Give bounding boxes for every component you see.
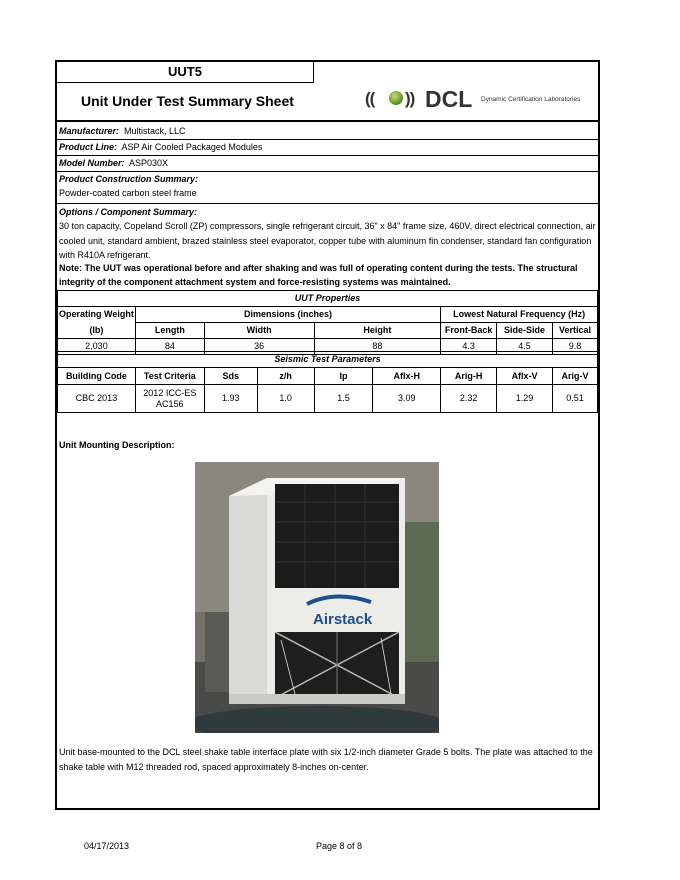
airstack-brand-text: Airstack: [313, 611, 373, 628]
col-building-code: Building Code: [58, 368, 136, 385]
footer-page: Page 8 of 8: [316, 841, 363, 851]
side-side-value: 4.5: [497, 339, 553, 355]
seismic-table: [57, 351, 598, 413]
col-ip: Ip: [314, 368, 373, 385]
operating-weight-label: Operating Weight: [58, 307, 136, 323]
col-height: Height: [314, 323, 441, 339]
logo-waves-right: )): [405, 89, 415, 108]
model-number-label: Model Number:: [59, 158, 125, 168]
operating-weight-unit: (lb): [58, 323, 136, 339]
col-width: Width: [204, 323, 314, 339]
col-side-side: Side-Side: [497, 323, 553, 339]
col-aflx-v: Aflx-V: [497, 368, 553, 385]
logo-dot-icon: [389, 91, 403, 105]
options-value: 30 ton capacity, Copeland Scroll (ZP) compressors, single refrigerant circuit, 36" x 84" frame size, 460V, direct electrical connection, air cooled unit, standard ambient, brazed stainless steel evaporator, copper tube with aluminum fin condenser, standard fan configuration with R410A refrigerant.: [59, 221, 596, 260]
mounting-description: Unit base-mounted to the DCL steel shake table interface plate with six 1/2-inch diameter Grade 5 bolts. The plate was attached to the shake table with M12 threaded rod, spaced approximately 8-inches on-center.: [59, 747, 593, 772]
uut-label: UUT5: [57, 62, 314, 83]
footer-date: 04/17/2013: [84, 841, 130, 851]
model-number-row: [59, 157, 168, 169]
manufacturer-row: [59, 125, 186, 137]
col-arig-h: Arig-H: [441, 368, 497, 385]
front-back-value: 4.3: [441, 339, 497, 355]
aflx-h-value: 3.09: [373, 385, 441, 413]
dcl-logo: [365, 86, 595, 112]
building-code-value: CBC 2013: [58, 385, 136, 413]
logo-word: DCL: [425, 86, 473, 112]
arig-v-value: 0.51: [553, 385, 598, 413]
col-arig-v: Arig-V: [553, 368, 598, 385]
model-number-value: ASP030X: [129, 158, 169, 168]
uut-properties-title: UUT Properties: [58, 291, 598, 307]
frequency-label: Lowest Natural Frequency (Hz): [441, 307, 598, 323]
mounting-label: Unit Mounting Description:: [59, 440, 175, 450]
test-criteria-line1: 2012 ICC-ES: [143, 387, 197, 398]
logo-subtitle: Dynamic Certification Laboratories: [481, 96, 581, 103]
col-sds: Sds: [204, 368, 257, 385]
weight-value: 2,030: [58, 339, 136, 355]
col-length: Length: [135, 323, 204, 339]
construction-label: Product Construction Summary:: [59, 174, 199, 184]
arig-h-value: 2.32: [441, 385, 497, 413]
aflx-v-value: 1.29: [497, 385, 553, 413]
product-line-row: [59, 141, 262, 153]
unit-photo: [195, 462, 439, 733]
product-line-label: Product Line:: [59, 142, 117, 152]
unit-photo-illustration: [195, 462, 439, 733]
manufacturer-label: Manufacturer:: [59, 126, 120, 136]
test-criteria-line2: AC156: [156, 398, 184, 409]
vertical-value: 9.8: [552, 339, 597, 355]
test-criteria-value: [135, 385, 204, 413]
width-value: 36: [204, 339, 314, 355]
page-title: Unit Under Test Summary Sheet: [81, 93, 294, 109]
col-front-back: Front-Back: [441, 323, 497, 339]
col-vertical: Vertical: [552, 323, 597, 339]
col-aflx-h: Aflx-H: [373, 368, 441, 385]
options-label: Options / Component Summary:: [59, 207, 198, 217]
note-text: Note: The UUT was operational before and after shaking and was full of operating content during the tests. The structural integrity of the component attachment system and force-resisting systems was maintained.: [59, 263, 578, 287]
summary-sheet: [55, 60, 600, 810]
construction-value: Powder-coated carbon steel frame: [59, 188, 197, 198]
ip-value: 1.5: [314, 385, 373, 413]
uut-properties-table: [57, 290, 598, 355]
col-test-criteria: Test Criteria: [135, 368, 204, 385]
manufacturer-value: Multistack, LLC: [124, 126, 186, 136]
logo-waves-left: ((: [365, 89, 375, 108]
sds-value: 1.93: [204, 385, 257, 413]
length-value: 84: [135, 339, 204, 355]
dimensions-label: Dimensions (inches): [135, 307, 440, 323]
zh-value: 1.0: [257, 385, 314, 413]
height-value: 88: [314, 339, 441, 355]
col-zh: z/h: [257, 368, 314, 385]
product-line-value: ASP Air Cooled Packaged Modules: [121, 142, 263, 152]
seismic-title: Seismic Test Parameters: [58, 352, 598, 368]
